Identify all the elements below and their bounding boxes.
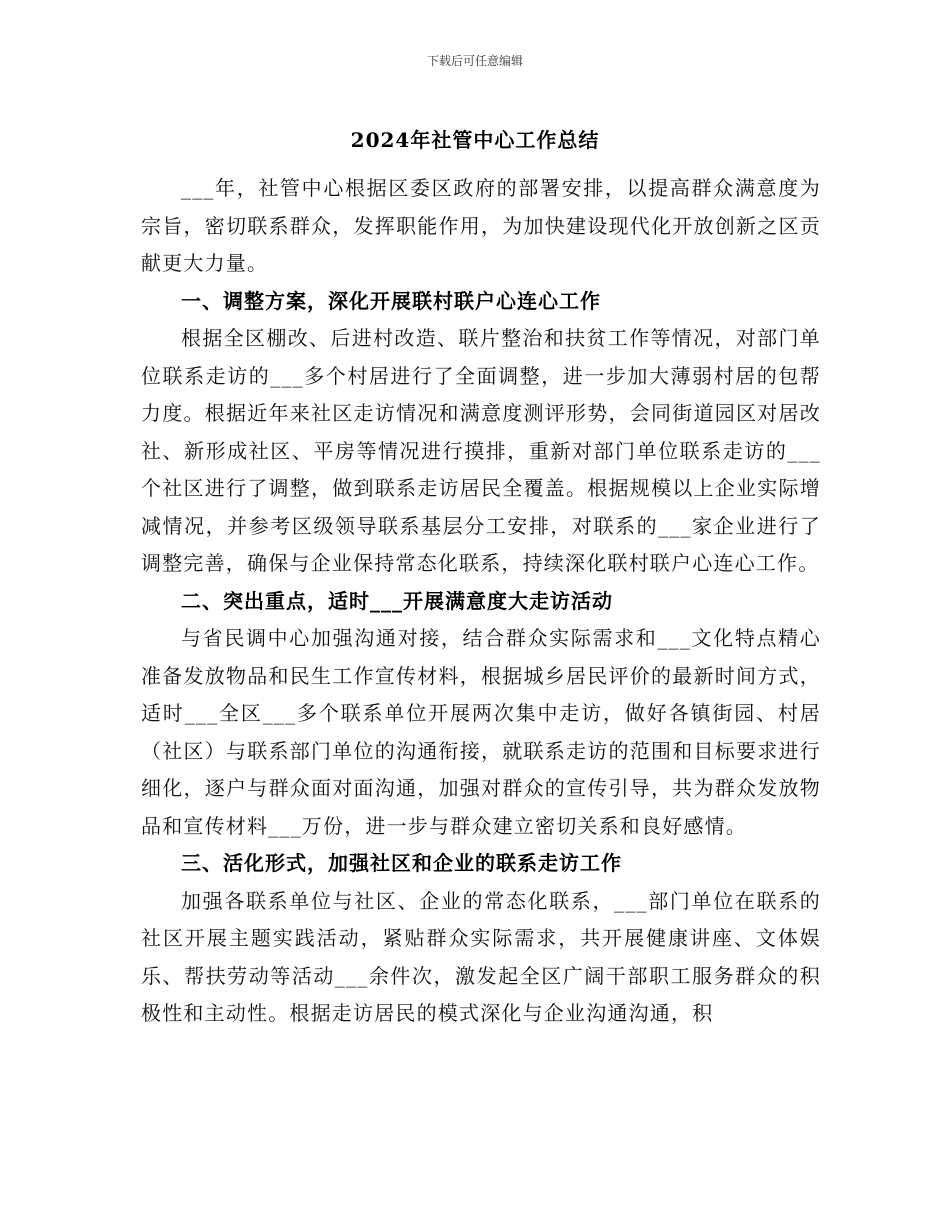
intro-paragraph: ___年，社管中心根据区委区政府的部署安排，以提高群众满意度为宗旨，密切联系群众，发挥职能作用，为加快建设现代化开放创新之区贡献更大力量。: [141, 176, 821, 275]
header-note: 下载后可任意编辑: [426, 54, 523, 68]
section-body-1: 根据全区棚改、后进村改造、联片整治和扶贫工作等情况，对部门单位联系走访的___多个村居进行了全面调整，进一步加大薄弱村居的包帮力度。根据近年来社区走访情况和满意度测评形势，会同街道园区对居改社、新形成社区、平房等情况进行摸排，重新对部门单位联系走访的___个社区进行了调整，做到联系走访居民全覆盖。根据规模以上企业实际增减情况，并参考区级领导联系基层分工安排，对联系的___家企业进行了调整完善，确保与企业保持常态化联系，持续深化联村联户心连心工作。: [141, 326, 821, 575]
section-heading-3: 三、活化形式，加强社区和企业的联系走访工作: [181, 851, 622, 875]
section-heading-1: 一、调整方案，深化开展联村联户心连心工作: [181, 288, 601, 313]
document-title: 2024年社管中心工作总结: [350, 128, 600, 152]
document-body: [141, 170, 821, 1033]
section-body-2: 与省民调中心加强沟通对接，结合群众实际需求和___文化特点精心准备发放物品和民生工作宣传材料，根据城乡居民评价的最新时间方式，适时___全区___多个联系单位开展两次集中走访，做好各镇街园、村居（社区）与联系部门单位的沟通衔接，就联系走访的范围和目标要求进行细化，逐户与群众面对面沟通，加强对群众的宣传引导，共为群众发放物品和宣传材料___万份，进一步与群众建立密切关系和良好感情。: [141, 626, 821, 838]
section-heading-2: 二、突出重点，适时___开展满意度大走访活动: [181, 588, 613, 613]
section-body-3: 加强各联系单位与社区、企业的常态化联系，___部门单位在联系的社区开展主题实践活动，紧贴群众实际需求，共开展健康讲座、文体娱乐、帮扶劳动等活动___余件次，激发起全区广阔干部职工服务群众的积极性和主动性。根据走访居民的模式深化与企业沟通沟通，积: [141, 888, 821, 1025]
